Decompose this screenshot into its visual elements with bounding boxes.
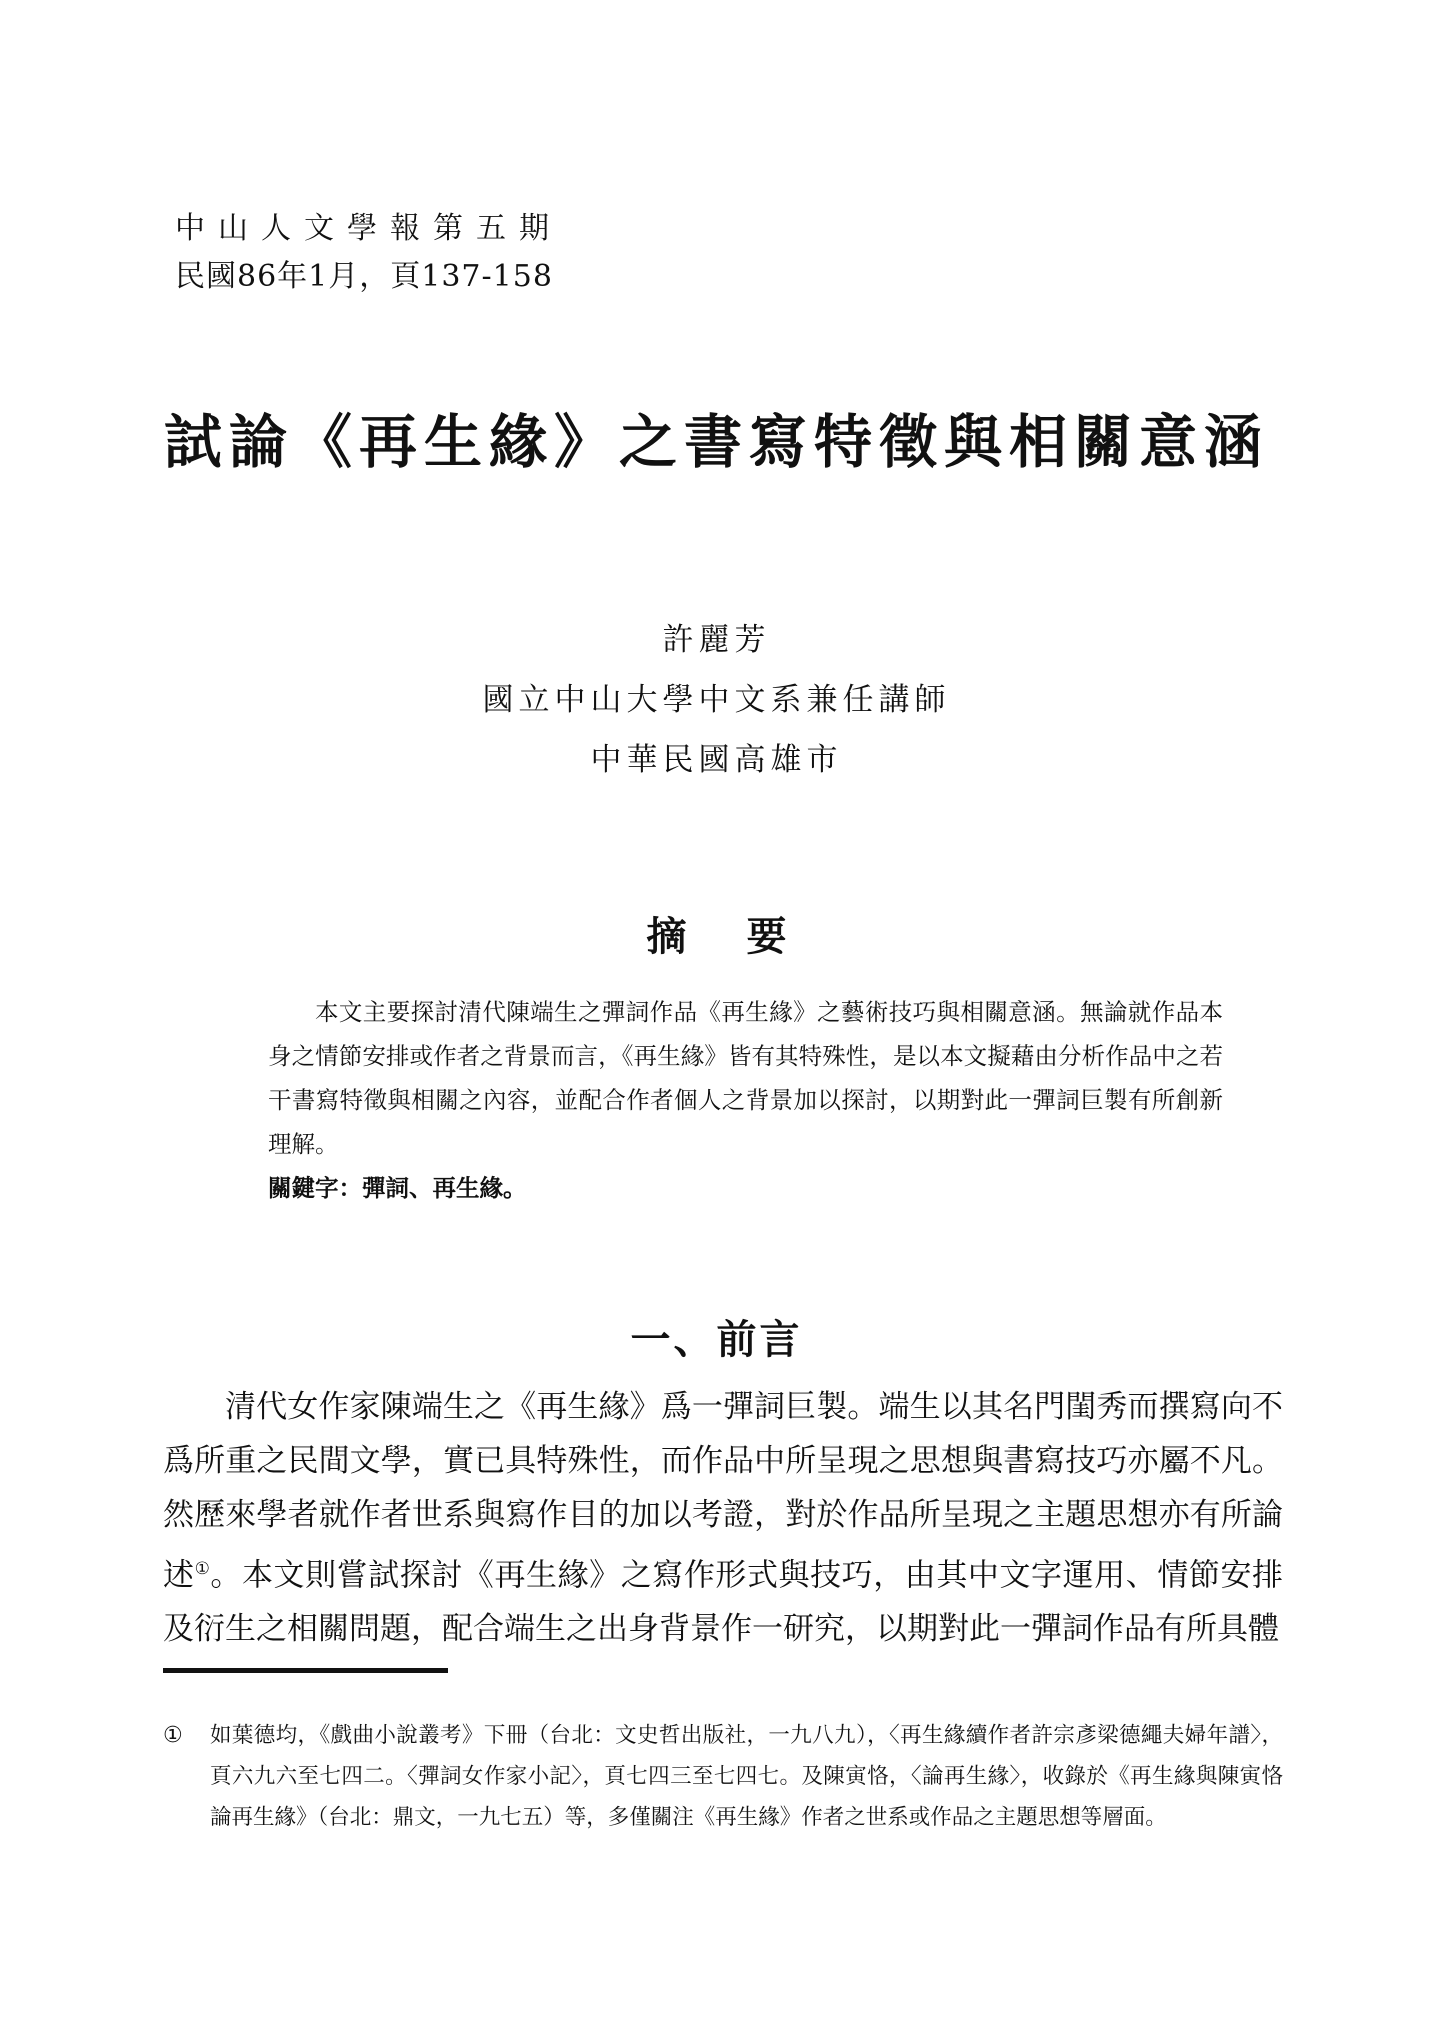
author-name: 許麗芳 — [662, 622, 771, 658]
journal-header — [175, 205, 562, 301]
author-location: 中華民國高雄市 — [590, 742, 843, 778]
abstract-body: 本文主要探討清代陳端生之彈詞作品《再生緣》之藝術技巧與相關意涵。無論就作品本身之情節安排或作者之背景而言，《再生緣》皆有其特殊性，是以本文擬藉由分析作品中之若干書寫特徵與相關之內容，並配合作者個人之背景加以探討，以期對此一彈詞巨製有所創新理解。 — [268, 998, 1223, 1158]
footnote-mark: ① — [163, 1723, 183, 1748]
section-body — [163, 1380, 1283, 1656]
author-block — [0, 610, 1433, 790]
footnote-text: 如葉德均，《戲曲小說叢考》下冊（台北：文史哲出版社，一九八九），〈再生緣續作者許宗彥梁德繩夫婦年譜〉，頁六九六至七四二。〈彈詞女作家小記〉，頁七四三至七四七。及陳寅恪，〈論再生緣〉，收錄於《再生緣與陳寅恪論再生緣》（台北：鼎文，一九七五）等，多僅關注《再生緣》作者之世系或作品之主題思想等層面。 — [210, 1723, 1283, 1830]
footnote-divider — [163, 1668, 448, 1673]
journal-issue: 中山人文學報第五期 — [175, 211, 562, 246]
footnotes — [163, 1715, 1283, 1838]
paragraph-text-part1: 清代女作家陳端生之《再生緣》爲一彈詞巨製。端生以其名門閨秀而撰寫向不爲所重之民間文學，實已具特殊性，而作品中所呈現之思想與書寫技巧亦屬不凡。然歷來學者就作者世系與寫作目的加以考證，對於作品所呈現之主題思想亦有所論述 — [163, 1389, 1283, 1594]
section-heading: 一、前言 — [630, 1317, 803, 1363]
paragraph-text-part2: 。本文則嘗試探討《再生緣》之寫作形式與技巧，由其中文字運用、情節安排及衍生之相關問題，配合端生之出身背景作一研究，以期對此一彈詞作品有所具體 — [163, 1557, 1284, 1648]
journal-date-pages: 民國86年1月，頁137-158 — [175, 259, 553, 294]
footnote-item — [163, 1715, 1283, 1838]
footnote-reference[interactable]: ① — [194, 1559, 211, 1579]
keywords: 關鍵字：彈詞、再生緣。 — [268, 1174, 527, 1202]
abstract — [268, 990, 1223, 1210]
abstract-heading: 摘要 — [646, 914, 847, 960]
paper-title: 試論《再生緣》之書寫特徵與相關意涵 — [163, 408, 1269, 476]
author-affiliation: 國立中山大學中文系兼任講師 — [482, 682, 951, 718]
intro-paragraph — [163, 1380, 1283, 1656]
